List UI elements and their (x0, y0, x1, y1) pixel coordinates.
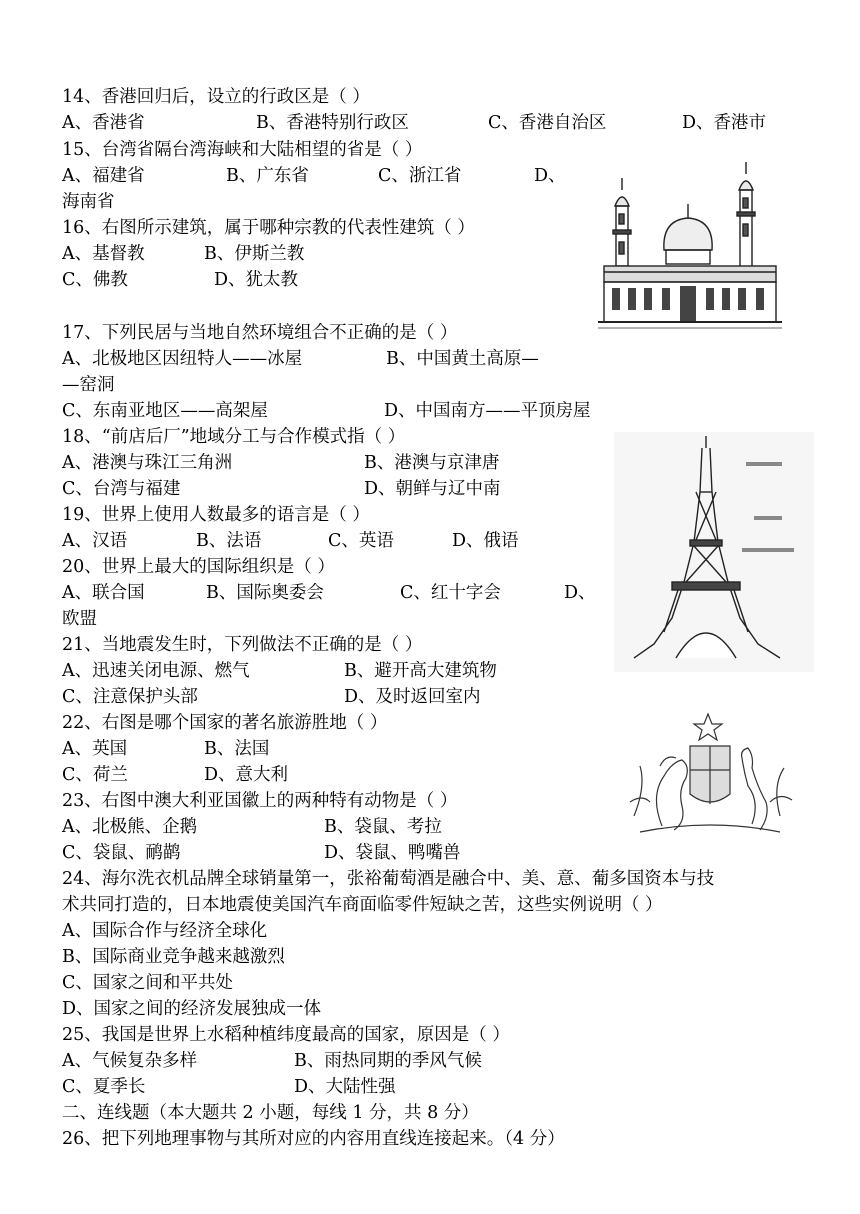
q14-option-a: A、香港省 (62, 113, 145, 133)
q25-option-d: D、大陆性强 (294, 1077, 396, 1097)
q17-option-c: C、东南亚地区——高架屋 (62, 401, 268, 421)
q25-stem: 25、我国是世界上水稻种植纬度最高的国家，原因是（ ） (62, 1025, 510, 1045)
q25-option-c: C、夏季长 (62, 1077, 146, 1097)
q21-option-a: A、迅速关闭电源、燃气 (62, 661, 250, 681)
q15-stem: 15、台湾省隔台湾海峡和大陆相望的省是（ ） (62, 140, 423, 160)
mosque-image (596, 160, 786, 335)
q19-option-a: A、汉语 (62, 531, 128, 551)
q18-option-c: C、台湾与福建 (62, 479, 181, 499)
q16-option-a: A、基督教 (62, 244, 145, 264)
q19-stem: 19、世界上使用人数最多的语言是（ ） (62, 505, 370, 525)
q17-stem: 17、下列民居与当地自然环境组合不正确的是（ ） (62, 323, 458, 343)
australia-coat-of-arms-image (620, 706, 800, 846)
q17-option-b-continued: —窑洞 (62, 375, 115, 395)
q19-option-c: C、英语 (328, 531, 394, 551)
q22-option-c: C、荷兰 (62, 765, 128, 785)
q21-option-c: C、注意保护头部 (62, 687, 198, 707)
q23-option-d: D、袋鼠、鸭嘴兽 (324, 843, 461, 863)
q20-option-b: B、国际奥委会 (206, 583, 324, 603)
q16-stem: 16、右图所示建筑，属于哪种宗教的代表性建筑（ ） (62, 218, 475, 238)
q18-option-b: B、港澳与京津唐 (364, 453, 500, 473)
q24-option-c: C、国家之间和平共处 (62, 973, 233, 993)
q24-stem-line2: 术共同打造的，日本地震使美国汽车商面临零件短缺之苦，这些实例说明（ ） (62, 895, 663, 915)
q20-stem: 20、世界上最大的国际组织是（ ） (62, 557, 335, 577)
q14-stem: 14、香港回归后，设立的行政区是（ ） (62, 87, 370, 107)
q17-option-a: A、北极地区因纽特人——冰屋 (62, 349, 303, 369)
q23-option-b: B、袋鼠、考拉 (324, 817, 442, 837)
q15-option-d: D、 (534, 166, 566, 186)
q14-option-b: B、香港特别行政区 (256, 113, 409, 133)
q25-option-b: B、雨热同期的季风气候 (294, 1051, 482, 1071)
q15-option-b: B、广东省 (226, 166, 309, 186)
q16-option-c: C、佛教 (62, 270, 128, 290)
q20-option-c: C、红十字会 (400, 583, 501, 603)
q24-option-a: A、国际合作与经济全球化 (62, 921, 268, 941)
q18-stem: 18、“前店后厂”地域分工与合作模式指（ ） (62, 427, 406, 447)
q24-option-d: D、国家之间的经济发展独成一体 (62, 999, 322, 1019)
q14-option-c: C、香港自治区 (488, 113, 607, 133)
q22-option-a: A、英国 (62, 739, 128, 759)
q24-option-b: B、国际商业竞争越来越激烈 (62, 947, 285, 967)
q20-option-d-continued: 欧盟 (62, 609, 97, 629)
q18-option-d: D、朝鲜与辽中南 (364, 479, 501, 499)
q16-option-b: B、伊斯兰教 (204, 244, 305, 264)
q23-option-a: A、北极熊、企鹅 (62, 817, 198, 837)
q22-option-b: B、法国 (204, 739, 270, 759)
q16-option-d: D、犹太教 (214, 270, 299, 290)
section-2-title: 二、连线题（本大题共 2 小题，每线 1 分，共 8 分） (62, 1103, 479, 1123)
q22-option-d: D、意大利 (204, 765, 289, 785)
q17-option-d: D、中国南方——平顶房屋 (384, 401, 591, 421)
q20-option-a: A、联合国 (62, 583, 145, 603)
q19-option-b: B、法语 (196, 531, 262, 551)
q26-stem: 26、把下列地理事物与其所对应的内容用直线连接起来。（4 分） (62, 1129, 565, 1149)
q20-option-d: D、 (564, 583, 596, 603)
q23-option-c: C、袋鼠、鸸鹋 (62, 843, 181, 863)
q21-option-d: D、及时返回室内 (344, 687, 481, 707)
q14-option-d: D、香港市 (682, 113, 767, 133)
q19-option-d: D、俄语 (452, 531, 519, 551)
q22-stem: 22、右图是哪个国家的著名旅游胜地（ ） (62, 713, 388, 733)
q17-option-b: B、中国黄土高原— (386, 349, 539, 369)
q15-option-d-continued: 海南省 (62, 192, 115, 212)
q18-option-a: A、港澳与珠江三角洲 (62, 453, 233, 473)
q25-option-a: A、气候复杂多样 (62, 1051, 198, 1071)
q21-option-b: B、避开高大建筑物 (344, 661, 497, 681)
q15-option-c: C、浙江省 (378, 166, 462, 186)
q21-stem: 21、当地震发生时，下列做法不正确的是（ ） (62, 635, 423, 655)
eiffel-tower-image (614, 432, 814, 672)
q24-stem-line1: 24、海尔洗衣机品牌全球销量第一，张裕葡萄酒是融合中、美、意、葡多国资本与技 (62, 869, 715, 889)
q23-stem: 23、右图中澳大利亚国徽上的两种特有动物是（ ） (62, 791, 458, 811)
q15-option-a: A、福建省 (62, 166, 145, 186)
